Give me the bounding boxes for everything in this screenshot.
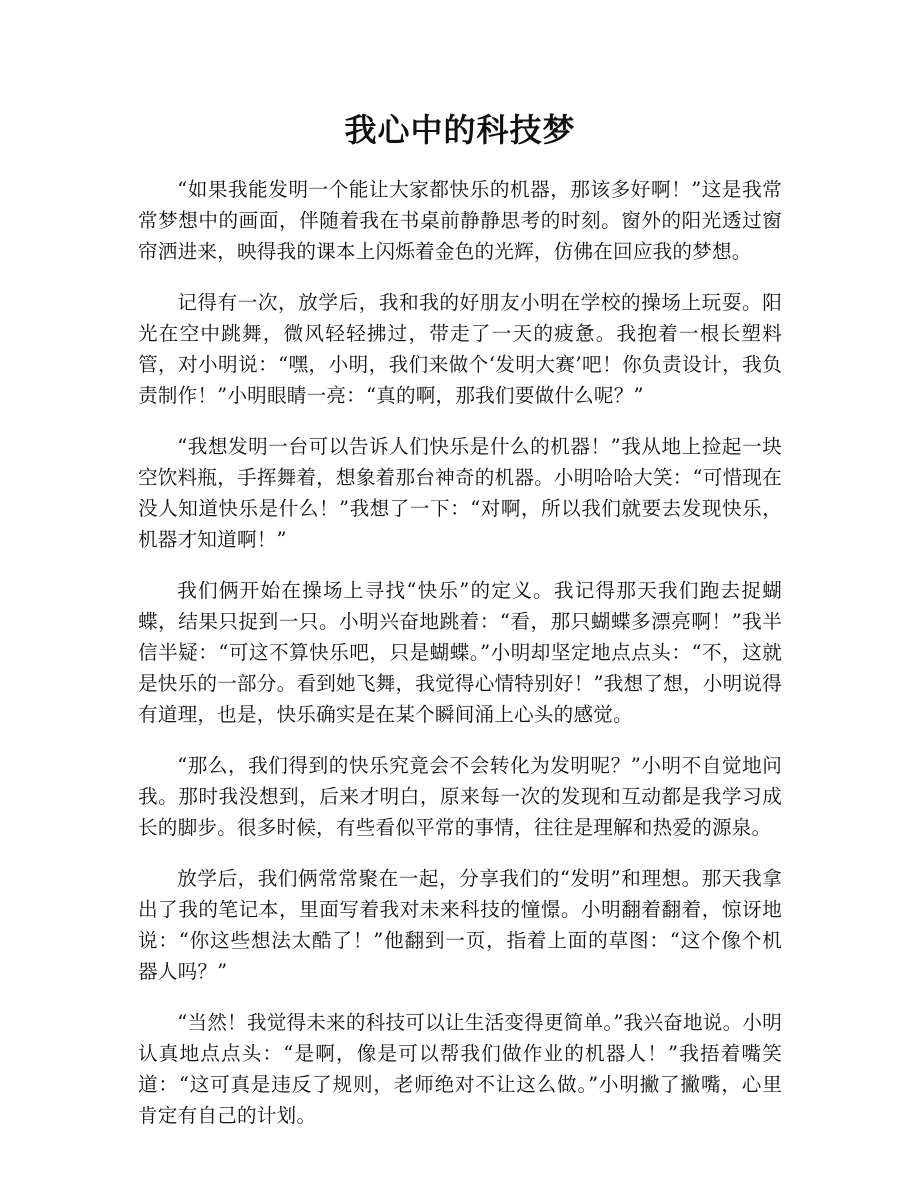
paragraph-6: 放学后，我们俩常常聚在一起，分享我们的“发明”和理想。那天我拿出了我的笔记本，里面写着我对未来科技的憧憬。小明翻着翻着，惊讶地说：“你这些想法太酷了！”他翻到一页，指着上面的草图：“这个像个机器人吗？” (138, 867, 782, 983)
paragraph-3: “我想发明一台可以告诉人们快乐是什么的机器！”我从地上捡起一块空饮料瓶，手挥舞着，想象着那台神奇的机器。小明哈哈大笑：“可惜现在没人知道快乐是什么！”我想了一下：“对啊，所以我们就要去发现快乐，机器才知道啊！” (138, 435, 782, 551)
paragraph-2: 记得有一次，放学后，我和我的好朋友小明在学校的操场上玩耍。阳光在空中跳舞，微风轻轻拂过，带走了一天的疲惫。我抱着一根长塑料管，对小明说：“嘿，小明，我们来做个‘发明大赛’吧！你负责设计，我负责制作！”小明眼睛一亮：“真的啊，那我们要做什么呢？” (138, 291, 782, 407)
paragraph-4: 我们俩开始在操场上寻找“快乐”的定义。我记得那天我们跑去捉蝴蝶，结果只捉到一只。小明兴奋地跳着：“看，那只蝴蝶多漂亮啊！”我半信半疑：“可这不算快乐吧，只是蝴蝶。”小明却坚定地点点头：“不，这就是快乐的一部分。看到她飞舞，我觉得心情特别好！”我想了想，小明说得有道理，也是，快乐确实是在某个瞬间涌上心头的感觉。 (138, 579, 782, 726)
paragraph-1: “如果我能发明一个能让大家都快乐的机器，那该多好啊！”这是我常常梦想中的画面，伴随着我在书桌前静静思考的时刻。窗外的阳光透过窗帘洒进来，映得我的课本上闪烁着金色的光辉，仿佛在回应我的梦想。 (138, 178, 782, 263)
paragraph-7: “当然！我觉得未来的科技可以让生活变得更简单。”我兴奋地说。小明认真地点点头：“是啊，像是可以帮我们做作业的机器人！”我捂着嘴笑道：“这可真是违反了规则，老师绝对不让这么做。”小明撇了撇嘴，心里肯定有自己的计划。 (138, 1011, 782, 1127)
paragraph-5: “那么，我们得到的快乐究竟会不会转化为发明呢？”小明不自觉地问我。那时我没想到，后来才明白，原来每一次的发现和互动都是我学习成长的脚步。很多时候，有些看似平常的事情，往往是理解和热爱的源泉。 (138, 754, 782, 839)
page-title: 我心中的科技梦 (344, 111, 576, 149)
